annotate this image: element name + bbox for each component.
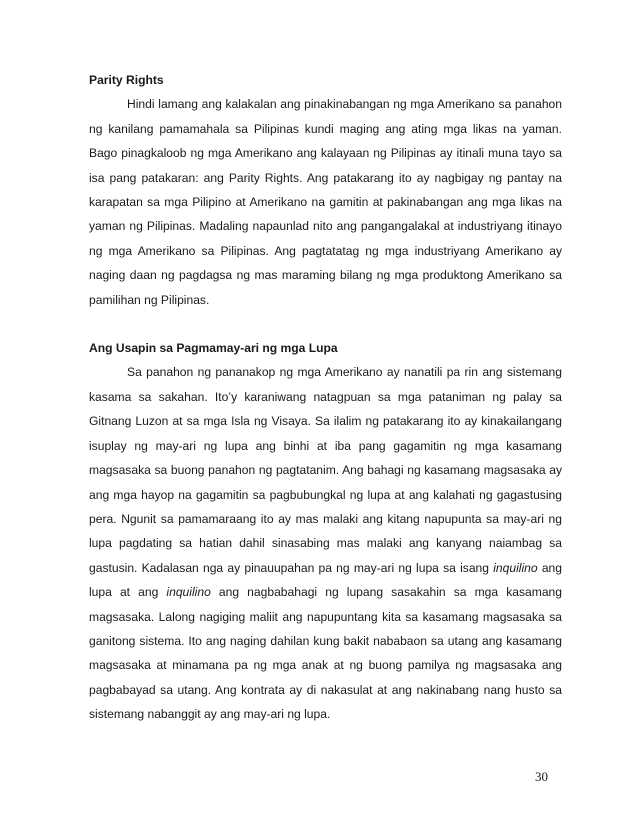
paragraph-parity-rights: Hindi lamang ang kalakalan ang pinakinabangan ng mga Amerikano sa panahon ng kanilang pamamahala sa Pilipinas kundi maging ang ating mga likas na yaman. Bago pinagkaloob ng mga Amerikano ang kalayaan ng Pilipinas ay itinali muna tayo sa isa pang patakaran: ang Parity Rights. Ang patakarang ito ay nagbigay ng pantay na karapatan sa mga Pilipino at Amerikano na gamitin at pakinabangan ang mga likas na yaman ng Pilipinas. Madaling napaunlad nito ang pangangalakal at industriyang itinayo ng mga Amerikano sa Pilipinas. Ang pagtatatag ng mga industriyang Amerikano ay naging daan ng pagdagsa ng mas maraming bilang ng mga produktong Amerikano sa pamilihan ng Pilipinas. <box>89 97 562 307</box>
section-heading-lupa: Ang Usapin sa Pagmamay-ari ng mga Lupa <box>89 341 338 356</box>
section-heading-parity-rights: Parity Rights <box>89 73 164 87</box>
italic-term-inquilino-2: inquilino <box>166 585 211 600</box>
page-number: 30 <box>535 769 548 784</box>
paragraph-lupa-part1: Sa panahon ng pananakop ng mga Amerikano ay nanatili pa rin ang sistemang kasama sa sakahan. Ito’y karaniwang natagpuan sa mga pataniman ng palay sa Gitnang Luzon at sa mga Isla ng Visaya. Sa ilalim ng patakarang ito ay kinakailangang isuplay ng may-ari ng lupa ang binhi at iba pang gagamitin ng mga kasamang magsasaka sa buong panahon ng pagtatanim. Ang bahagi ng kasamang magsasaka ay ang mga hayop na gagamitin sa pagbubungkal ng lupa at ang kalahati ng gagastusing pera. Ngunit sa pamamaraang ito ay mas malaki ang kitang napupunta sa may-ari ng lupa pagdating sa hatian dahil sinasabing mas malaki ang kanyang naiambag sa gastusin. Kadalasan nga ay pinauupahan pa ng may-ari ng lupa sa isang <box>89 365 562 575</box>
section-spacer <box>89 312 562 336</box>
italic-term-inquilino-1: inquilino <box>493 560 538 575</box>
paragraph-lupa-part3: ang nagbabahagi ng lupang sasakahin sa mga kasamang magsasaka. Lalong nagiging maliit ang napupuntang kita sa kasamang magsasaka sa ganitong sistema. Ito ang naging dahilan kung bakit nababaon sa utang ang kasamang magsasaka at minamana pa ng mga anak at ng buong pamilya ng magsasaka ang pagbabayad sa utang. Ang kontrata ay di nakasulat at ang nakinabang nang husto sa sistemang nabanggit ay ang may-ari ng lupa. <box>89 585 563 722</box>
paragraph-lupa-part2: ang lupa at ang <box>89 560 562 600</box>
paragraph-lupa <box>89 360 562 726</box>
page-content <box>89 68 562 727</box>
